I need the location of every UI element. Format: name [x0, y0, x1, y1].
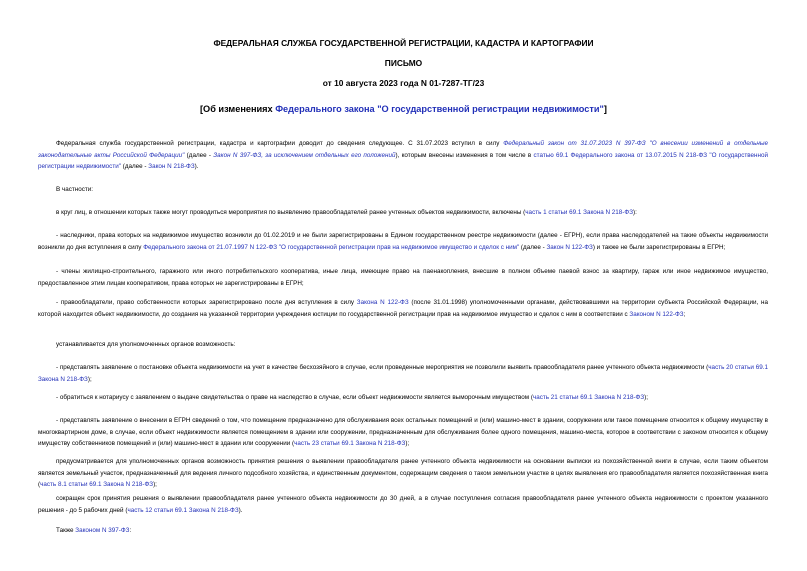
law-122-link[interactable]: Законом N 122-ФЗ — [629, 310, 684, 318]
text: ). — [238, 506, 243, 514]
law-218-link[interactable]: Закон N 218-ФЗ — [148, 163, 195, 171]
law-122-link[interactable]: Закона N 122-ФЗ — [356, 299, 409, 306]
text: - правообладатели, право собственности которых зарегистрировано после дня вступления в силу — [56, 299, 357, 306]
paragraph-intro — [38, 138, 768, 173]
paragraph-also — [38, 525, 768, 537]
subject-law-link[interactable]: Федерального закона "О государственной регистрации недвижимости" — [275, 104, 604, 114]
text: в круг лиц, в отношении которых также могут проводиться мероприятия по выявлению правообладателей ранее учтенных объектов недвижимости, включены ( — [56, 209, 526, 216]
paragraph-authorities-ability: устанавливается для уполномоченных органов возможность: — [56, 341, 236, 348]
part-12-link[interactable]: часть 12 статьи 69.1 Закона N 218-ФЗ — [127, 506, 239, 514]
text: (далее - — [184, 151, 214, 159]
text: Федеральная служба государственной регистрации, кадастра и картографии доводит до сведения следующее. С 31.07.2023 вступил в силу — [56, 140, 504, 147]
paragraph-right-holders — [38, 297, 768, 320]
text: (далее - — [519, 243, 547, 251]
part-23-link[interactable]: часть 23 статьи 69.1 Закона N 218-ФЗ — [294, 440, 406, 448]
text: ): — [633, 209, 637, 216]
text: - наследники, права которых на недвижимое имущество возникли до 01.02.2019 и не были зарегистрированы в Едином государственном реестре недвижимости (далее - ЕГРН), если права наследодателей на такие объекты недвижимости возникли до дня вступления в силу — [38, 232, 768, 251]
paragraph-heirs — [38, 230, 768, 253]
text: ) и также не были зарегистрированы в ЕГРН; — [592, 243, 726, 251]
paragraph-ownerless-object — [38, 362, 768, 385]
text: ). — [194, 163, 199, 171]
subject-suffix: ] — [603, 104, 607, 114]
part-21-link[interactable]: часть 21 статьи 69.1 Закона N 218-ФЗ — [532, 394, 645, 401]
text: - представлять заявление о внесении в ЕГРН сведений о том, что помещение предназначено для обслуживания всех остальных помещений и (или) машино-мест в здании, сооружении или такое помещение относится к общему имуществу в многоквартирном доме, в случае, если объект недвижимости является помещением в здании или сооружении, предназначенным для обслуживания более одного помещения, машино-места, которое в соответствии с законом относится к общему имуществу собственников помещений и (или) машино-мест в здании или сооружении ( — [38, 417, 768, 448]
law-397-short-link[interactable]: Закон N 397-ФЗ, за исключением отдельных его положений — [213, 151, 396, 159]
document-date-number: от 10 августа 2023 года N 01-7287-ТГ/23 — [322, 78, 485, 88]
document-subject — [0, 104, 807, 114]
law-397-link[interactable]: Федеральный закон от 31.07.2023 N 397-ФЗ "О внесении изменений в отдельные законодательные акты Российской Федерации" — [38, 140, 768, 159]
document-type-heading: ПИСЬМО — [384, 58, 423, 68]
text: ); — [153, 481, 157, 489]
subject-prefix: [Об изменениях — [200, 104, 276, 114]
agency-heading: ФЕДЕРАЛЬНАЯ СЛУЖБА ГОСУДАРСТВЕННОЙ РЕГИСТРАЦИИ, КАДАСТРА И КАРТОГРАФИИ — [213, 38, 594, 48]
text: : — [129, 527, 132, 534]
text: предусматривается для уполномоченных органов возможность принятия решения о выявлении правообладателя ранее учтенного объекта недвижимости на основании выписки из похозяйственной книги в случае, если таким объектом является земельный участок, предназначенный для ведения личного подсобного хозяйства, и единственным документом, содержащим сведения о таком земельном участке в целях выявления его правообладателя является похозяйственная книга ( — [38, 458, 768, 489]
paragraph-cooperative-members: - члены жилищно-строительного, гаражного или иного потребительского кооператива, иные лица, имеющие право на паенакопления, внесшие в полном объеме паевой взнос за квартиру, гараж или иное недвижимое имущество, предоставленное этим лицам кооперативом, права которых не зарегистрированы в ЕГРН; — [38, 268, 768, 287]
paragraph-notary — [38, 392, 768, 404]
part-8-1-link[interactable]: часть 8.1 статьи 69.1 Закона N 218-ФЗ — [40, 481, 154, 489]
paragraph-common-property — [38, 415, 768, 450]
text: ); — [405, 440, 410, 448]
text: сокращен срок принятия решения о выявлении правообладателя ранее учтенного объекта недвижимости до 30 дней, а в случае поступления согласия правообладателя ранее учтенного объекта недвижимости с проектом указанного решения - до 5 рабочих дней ( — [38, 495, 768, 514]
paragraph-circle-of-persons — [38, 207, 768, 219]
text: (после 31.01.1998) уполномоченными органами, действовавшими на территории субъекта Российской Федерации, на которой находится объект недвижимости, до создания на указанной территории учреждения юстиции по государственной регистрации прав на недвижимое имущество и сделок с ним в соответствии с — [38, 299, 769, 318]
text: - представлять заявление о постановке объекта недвижимости на учет в качестве бесхозяйного в случае, если проведенные мероприятия не позволили выявить правообладателя ранее учтенного объекта недвижимости ( — [56, 364, 709, 371]
part-1-link[interactable]: часть 1 статьи 69.1 Закона N 218-ФЗ — [525, 209, 633, 216]
paragraph-reduced-term — [38, 493, 768, 516]
part-20-link[interactable]: часть 20 статьи 69.1 Закона N 218-ФЗ — [38, 364, 768, 383]
text: ); — [87, 375, 92, 383]
text: (далее - — [120, 163, 149, 171]
law-122-full-link[interactable]: Федерального закона от 21.07.1997 N 122-ФЗ "О государственной регистрации прав на недвижимое имущество и сделок с ним" — [143, 243, 520, 251]
paragraph-in-particular: В частности: — [56, 186, 94, 193]
law-122-link[interactable]: Закон N 122-ФЗ — [546, 243, 593, 251]
text: ; — [683, 310, 686, 318]
text: ), которым внесены изменения в том числе в — [395, 151, 534, 159]
paragraph-household-book — [38, 456, 768, 491]
law-397-link[interactable]: Законом N 397-ФЗ — [75, 527, 130, 534]
text: - обратиться к нотариусу с заявлением о выдаче свидетельства о праве на наследство в случае, если объект недвижимости является выморочным имуществом ( — [56, 394, 533, 401]
article-69-1-link[interactable]: статью 69.1 Федерального закона от 13.07.2015 N 218-ФЗ "О государственной регистрации недвижимости" — [38, 151, 769, 171]
text: Также — [56, 527, 76, 534]
text: ); — [644, 394, 649, 401]
